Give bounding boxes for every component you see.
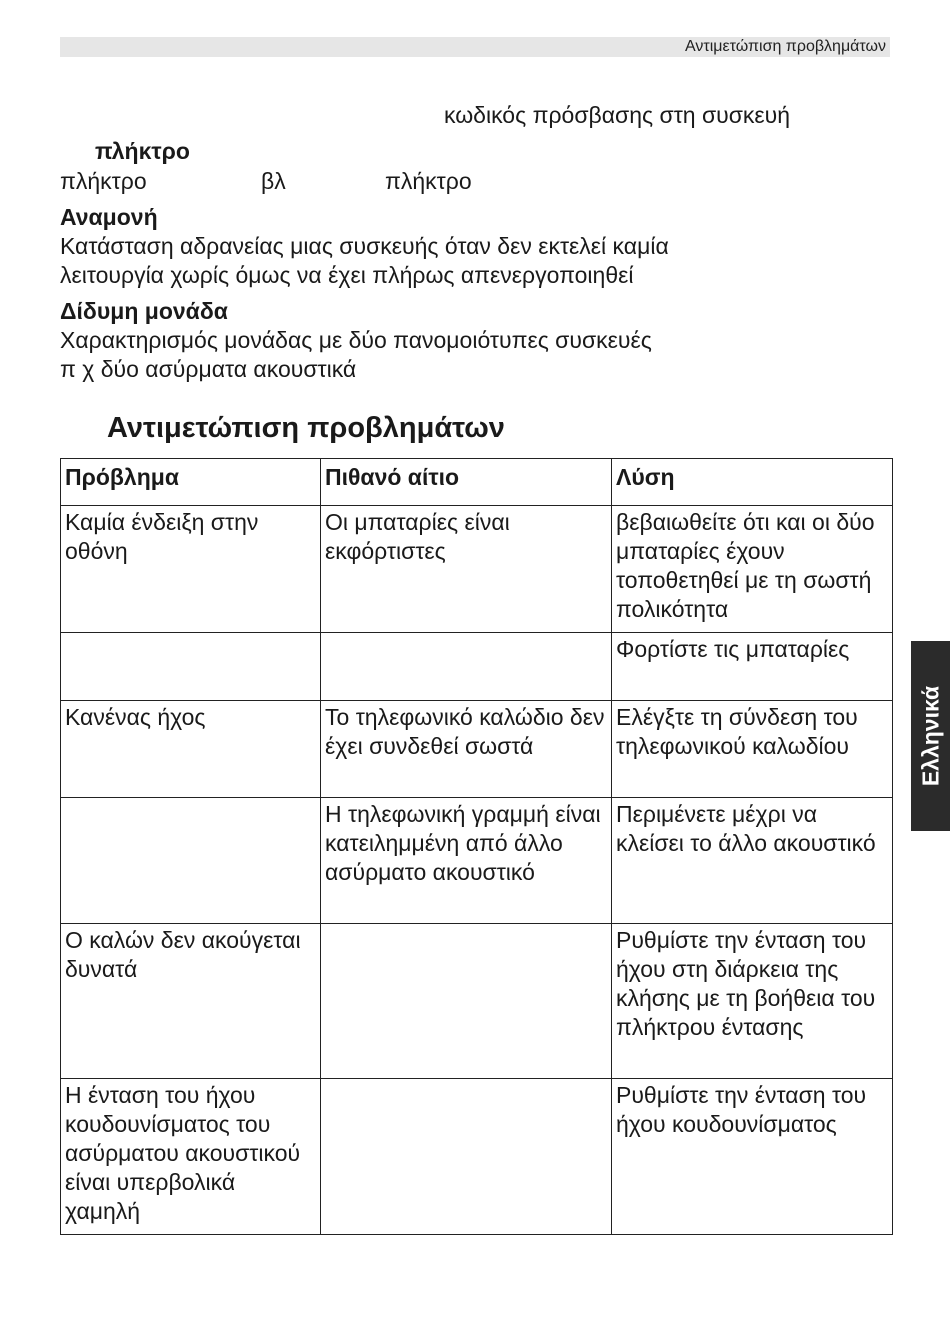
table-row xyxy=(61,798,893,924)
standby-desc-line-1: Κατάσταση αδρανείας μιας συσκευής όταν δεν εκτελεί καμία xyxy=(60,233,669,259)
table-row xyxy=(61,633,893,701)
access-code-text: κωδικός πρόσβασης στη συσκευή xyxy=(444,102,791,128)
cause-cell: Το τηλεφωνικό καλώδιο δεν έχει συνδεθεί σωστά xyxy=(321,701,612,798)
cause-cell: Η τηλεφωνική γραμμή είναι κατειλημμένη από άλλο ασύρματο ακουστικό xyxy=(321,798,612,924)
problem-cell: Κανένας ήχος xyxy=(61,701,321,798)
solution-cell: Ρυθμίστε την ένταση του ήχου στη διάρκεια της κλήσης με τη βοήθεια του πλήκτρου έντασης xyxy=(612,924,893,1079)
key-line-b: βλ xyxy=(261,168,286,194)
header-problem: Πρόβλημα xyxy=(61,459,321,506)
twin-unit-desc-line-2: π χ δύο ασύρματα ακουστικά xyxy=(60,356,357,382)
solution-cell: Ρυθμίστε την ένταση του ήχου κουδουνίσματος xyxy=(612,1079,893,1235)
problem-cell: Η ένταση του ήχου κουδουνίσματος του ασύρματου ακουστικού είναι υπερβολικά χαμηλή xyxy=(61,1079,321,1235)
key-line-a: πλήκτρο xyxy=(60,168,147,194)
header-cause: Πιθανό αίτιο xyxy=(321,459,612,506)
cause-cell xyxy=(321,1079,612,1235)
table-row xyxy=(61,701,893,798)
problem-cell: Καμία ένδειξη στην οθόνη xyxy=(61,506,321,633)
cause-cell: Οι μπαταρίες είναι εκφόρτιστες xyxy=(321,506,612,633)
table-row xyxy=(61,924,893,1079)
problem-cell xyxy=(61,798,321,924)
section-title: Αντιμετώπιση προβλημάτων xyxy=(107,412,505,444)
solution-cell: Ελέγξτε τη σύνδεση του τηλεφωνικού καλωδίου xyxy=(612,701,893,798)
twin-unit-desc-line-1: Χαρακτηρισμός μονάδας με δύο πανομοιότυπες συσκευές xyxy=(60,327,652,353)
key-term: πλήκτρο xyxy=(95,138,190,164)
table-row xyxy=(61,506,893,633)
table-header-row xyxy=(61,459,893,506)
language-tab xyxy=(911,641,950,831)
standby-desc-line-2: λειτουργία χωρίς όμως να έχει πλήρως απενεργοποιηθεί xyxy=(60,262,634,288)
standby-term: Αναμονή xyxy=(60,204,158,230)
cause-cell xyxy=(321,633,612,701)
header-solution: Λύση xyxy=(612,459,893,506)
troubleshooting-table xyxy=(60,458,893,1235)
problem-cell xyxy=(61,633,321,701)
solution-cell: Περιμένετε μέχρι να κλείσει το άλλο ακουστικό xyxy=(612,798,893,924)
running-header-title: Αντιμετώπιση προβλημάτων xyxy=(685,38,886,55)
twin-unit-term: Δίδυμη μονάδα xyxy=(60,298,228,324)
running-header xyxy=(60,37,890,57)
table-row xyxy=(61,1079,893,1235)
problem-cell: Ο καλών δεν ακούγεται δυνατά xyxy=(61,924,321,1079)
solution-cell: βεβαιωθείτε ότι και οι δύο μπαταρίες έχουν τοποθετηθεί με τη σωστή πολικότητα xyxy=(612,506,893,633)
solution-cell: Φορτίστε τις μπαταρίες xyxy=(612,633,893,701)
key-line-c: πλήκτρο xyxy=(385,168,472,194)
cause-cell xyxy=(321,924,612,1079)
language-tab-label: Ελληνικά xyxy=(917,685,943,787)
